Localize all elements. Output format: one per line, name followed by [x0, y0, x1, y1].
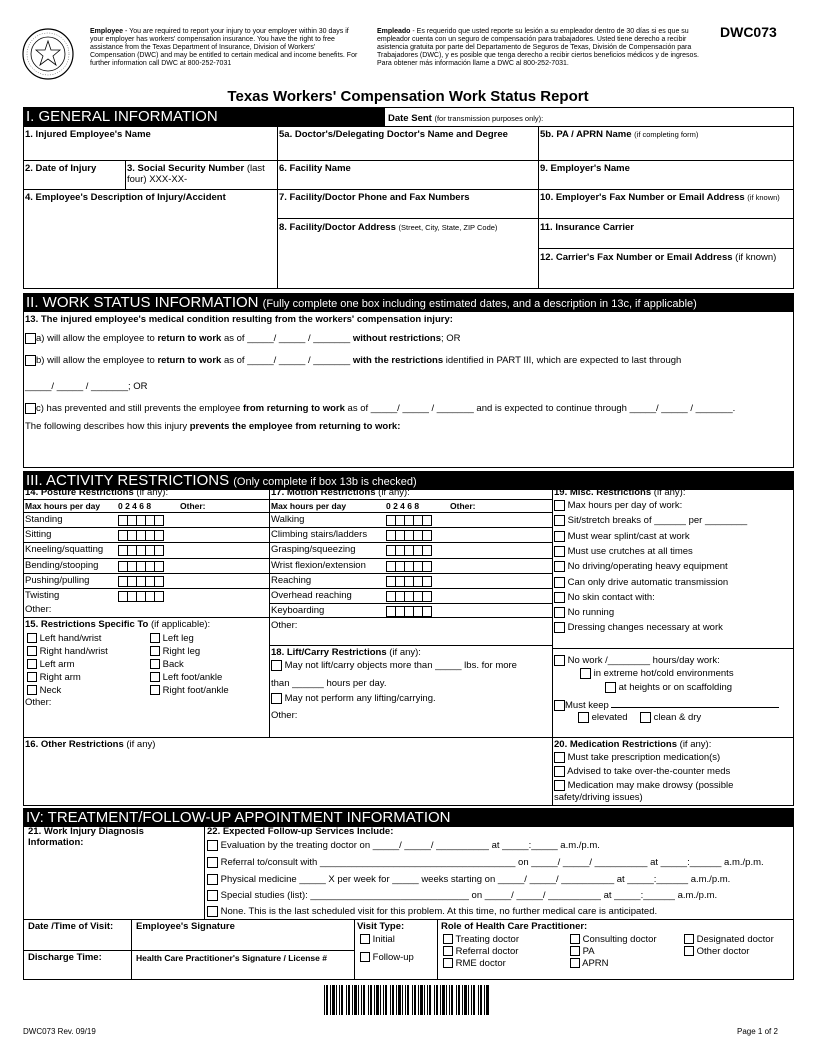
specific-option[interactable] — [150, 685, 229, 696]
motion-other-header: Other: — [450, 501, 476, 511]
barcode-bar — [341, 985, 343, 1015]
checkbox-aprn[interactable] — [570, 958, 580, 968]
date-of-injury-field[interactable]: 2. Date of Injury — [25, 163, 97, 174]
barcode-bar — [420, 985, 423, 1015]
posture-other-header: Other: — [180, 501, 206, 511]
barcode-bar — [385, 985, 387, 1015]
misc-label: Must wear splint/cast at work — [567, 530, 690, 542]
specific-checkbox[interactable] — [27, 659, 37, 669]
other-restrictions-field[interactable]: 16. Other Restrictions (if any) — [25, 739, 156, 750]
section-2-bar: II. WORK STATUS INFORMATION (Fully complete one box including estimated dates, and a description in 13c, if applicable) — [23, 293, 794, 312]
motion-hour-box[interactable] — [422, 576, 432, 587]
barcode-bar — [407, 985, 409, 1015]
posture-row — [25, 590, 59, 601]
posture-row — [25, 560, 98, 571]
specific-option[interactable] — [150, 659, 184, 670]
specific-checkbox[interactable] — [27, 633, 37, 643]
lift-option-1[interactable]: May not lift/carry objects more than _____ lbs. for more — [271, 660, 517, 671]
motion-hour-box[interactable] — [422, 530, 432, 541]
13c-description[interactable]: The following describes how this injury prevents the employee from returning to work: — [25, 421, 401, 432]
motion-row — [271, 544, 356, 555]
misc-checkbox[interactable] — [554, 622, 565, 633]
misc-checkbox[interactable] — [554, 500, 565, 511]
barcode-bar — [352, 985, 353, 1015]
motion-label: Keyboarding — [271, 605, 325, 617]
misc-label: Must use crutches at all times — [567, 545, 693, 557]
barcode-bar — [370, 985, 372, 1015]
posture-label: Bending/stooping — [25, 559, 99, 571]
checkbox-studies[interactable] — [207, 890, 218, 901]
followup-none[interactable]: None. This is the last scheduled visit for this problem. At this time, no further medical care is anticipated. — [207, 906, 657, 917]
motion-hour-box[interactable] — [422, 591, 432, 602]
specific-label: Right leg — [162, 646, 201, 657]
med-option-2[interactable]: Advised to take over-the-counter meds — [554, 766, 730, 777]
posture-label: Pushing/pulling — [25, 574, 90, 586]
posture-hours-boxes[interactable] — [119, 561, 164, 572]
posture-label: Kneeling/squatting — [25, 544, 104, 556]
barcode-bar — [440, 985, 441, 1015]
motion-label: Climbing stairs/ladders — [271, 529, 368, 541]
lift-other[interactable]: Other: — [271, 710, 298, 721]
barcode-bar — [348, 985, 350, 1015]
role-designated[interactable]: Designated doctor — [684, 934, 774, 945]
no-work-option[interactable]: No work /________ hours/day work: — [554, 655, 720, 666]
checkbox-13c[interactable] — [25, 403, 36, 414]
misc-option[interactable] — [554, 577, 728, 588]
motion-label: Overhead reaching — [271, 590, 352, 601]
checkbox-med-1[interactable] — [554, 752, 565, 763]
lift-title: 18. Lift/Carry Restrictions (if any): — [271, 647, 421, 658]
checkbox-referral-doctor[interactable] — [443, 946, 453, 956]
misc-checkbox[interactable] — [554, 592, 565, 603]
specific-option[interactable] — [150, 646, 200, 657]
posture-hours-boxes[interactable] — [119, 576, 164, 587]
barcode-bar — [392, 985, 394, 1015]
barcode-bar — [332, 985, 335, 1015]
motion-hour-box[interactable] — [422, 561, 432, 572]
pa-aprn-name-field[interactable]: 5b. PA / APRN Name (if completing form) — [540, 129, 699, 140]
posture-hour-box[interactable] — [154, 545, 164, 556]
followup-physical[interactable]: Physical medicine _____ X per week for _____ weeks starting on _____/ _____/ __________ at _____:______ a.m./p.m. — [207, 874, 730, 885]
misc-option[interactable] — [554, 515, 747, 526]
barcode-bar — [418, 985, 419, 1015]
barcode-bar — [390, 985, 391, 1015]
med-option-3[interactable]: Medication may make drowsy (possible safety/driving issues) — [554, 780, 734, 803]
barcode-bar — [436, 985, 438, 1015]
date-sent-field[interactable]: Date Sent (for transmission purposes only): — [388, 113, 544, 124]
misc-option[interactable] — [554, 561, 728, 572]
motion-hours-boxes[interactable] — [387, 576, 432, 587]
motion-row — [271, 575, 311, 586]
option-13b-line2[interactable]: _____/ _____ / _______; OR — [25, 381, 148, 392]
checkbox-referral[interactable] — [207, 857, 218, 868]
specific-label: Right hand/wrist — [39, 646, 108, 657]
motion-hour-box[interactable] — [422, 545, 432, 556]
checkbox-consulting[interactable] — [570, 934, 580, 944]
english-notice: Employee - You are required to report your injury to your employer within 30 days if your employer has workers' compensation insurance. You have the right to free assistance from the Texas Department of Insurance, Division of Workers' Compensation (DWC) and may be entitled to certain medical and income benefits. For further information call DWC at 800-252-7031 — [90, 28, 358, 68]
checkbox-lift-1[interactable] — [271, 660, 282, 671]
barcode-bar — [405, 985, 406, 1015]
visit-followup[interactable]: Follow-up — [360, 952, 414, 963]
medication-title: 20. Medication Restrictions (if any): — [554, 739, 712, 750]
specific-checkbox[interactable] — [150, 685, 160, 695]
motion-row — [271, 605, 324, 616]
misc-label: No skin contact with: — [567, 591, 655, 603]
posture-hours-boxes[interactable] — [119, 545, 164, 556]
form-revision: DWC073 Rev. 09/19 — [23, 1027, 96, 1036]
misc-checkbox[interactable] — [554, 515, 565, 526]
motion-other[interactable]: Other: — [271, 620, 298, 631]
followup-eval[interactable]: Evaluation by the treating doctor on _____/ _____/ __________ at _____:_____ a.m./p.m. — [207, 840, 600, 851]
page-title: Texas Workers' Compensation Work Status Report — [227, 88, 589, 105]
must-keep-option[interactable]: Must keep — [554, 700, 779, 711]
specific-checkbox[interactable] — [27, 685, 37, 695]
barcode-bar — [326, 985, 328, 1015]
specific-label: Right arm — [39, 672, 81, 683]
option-13c[interactable]: c) has prevented and still prevents the employee from returning to work as of _____/ _____ / _______ and is expected to continue through _____/ _____ / _______. — [25, 403, 735, 414]
motion-title: 17. Motion Restrictions (if any): — [271, 487, 410, 498]
motion-hours-boxes[interactable] — [387, 591, 432, 602]
motion-row — [271, 529, 367, 540]
posture-hour-box[interactable] — [154, 576, 164, 587]
barcode-bar — [427, 985, 428, 1015]
specific-option[interactable] — [150, 672, 222, 683]
barcode-bar — [442, 985, 445, 1015]
barcode-bar — [324, 985, 325, 1015]
visit-date-field[interactable]: Date /Time of Visit: — [28, 921, 114, 932]
tdi-seal — [22, 28, 74, 80]
posture-other[interactable]: Other: — [25, 604, 52, 615]
barcode-bar — [480, 985, 482, 1015]
misc-label: No driving/operating heavy equipment — [567, 561, 728, 573]
section-4-bar: IV: TREATMENT/FOLLOW-UP APPOINTMENT INFORMATION — [23, 808, 794, 827]
followup-studies[interactable]: Special studies (list): ______________________________ on _____/ _____/ __________ at _____:______ a.m./p.m. — [207, 890, 717, 901]
followup-referral[interactable]: Referral to/consult with _____________________________________ on _____/ _____/ __________ at _____:______ a.m./p.m. — [207, 857, 764, 868]
lift-option-2[interactable]: May not perform any lifting/carrying. — [271, 693, 436, 704]
role-consulting[interactable]: Consulting doctor — [570, 934, 657, 945]
specific-checkbox[interactable] — [150, 633, 160, 643]
specific-option[interactable] — [150, 633, 194, 644]
motion-hours-header: 0 2 4 6 8 — [386, 501, 420, 511]
posture-hour-box[interactable] — [154, 591, 164, 602]
posture-label: Sitting — [25, 529, 52, 541]
specific-label: Neck — [39, 685, 62, 696]
barcode-bar — [462, 985, 463, 1015]
barcode-bar — [456, 985, 457, 1015]
posture-label: Twisting — [25, 590, 60, 601]
checkbox-clean-dry[interactable] — [640, 712, 651, 723]
misc-label: No running — [567, 607, 615, 619]
discharge-time-field[interactable]: Discharge Time: — [28, 952, 102, 963]
lift-option-1b[interactable]: than ______ hours per day. — [271, 678, 387, 689]
motion-hours-boxes[interactable] — [387, 561, 432, 572]
posture-hours-boxes[interactable] — [119, 591, 164, 602]
barcode-bar — [374, 985, 375, 1015]
misc-label: Sit/stretch breaks of ______ per ________ — [567, 515, 748, 527]
no-work-heights[interactable]: at heights or on scaffolding — [605, 682, 732, 693]
misc-option[interactable] — [554, 592, 655, 603]
barcode-bar — [484, 985, 485, 1015]
motion-hour-box[interactable] — [422, 606, 432, 617]
injury-description-field[interactable]: 4. Employee's Description of Injury/Accident — [25, 192, 226, 203]
specific-option[interactable] — [27, 672, 81, 683]
barcode-bar — [396, 985, 397, 1015]
posture-hour-box[interactable] — [154, 515, 164, 526]
barcode-bar — [434, 985, 435, 1015]
misc-checkbox[interactable] — [554, 607, 565, 618]
barcode-bar — [402, 985, 403, 1015]
q13-label: 13. The injured employee's medical condition resulting from the workers' compensation injury: — [25, 314, 453, 325]
barcode-bar — [398, 985, 401, 1015]
visit-initial[interactable]: Initial — [360, 934, 395, 945]
specific-label: Left leg — [162, 633, 194, 644]
motion-label: Grasping/squeezing — [271, 544, 356, 556]
must-keep-elevated[interactable]: elevated — [578, 712, 628, 723]
checkbox-physical[interactable] — [207, 874, 218, 885]
employee-signature-field[interactable]: Employee's Signature — [136, 921, 235, 932]
barcode-bar — [451, 985, 453, 1015]
motion-row — [271, 560, 366, 571]
motion-hours-boxes[interactable] — [387, 530, 432, 541]
specific-option[interactable] — [27, 659, 75, 670]
misc-checkbox[interactable] — [554, 531, 565, 542]
doctor-name-field[interactable]: 5a. Doctor's/Delegating Doctor's Name and Degree — [279, 129, 508, 140]
specific-option[interactable] — [27, 646, 108, 657]
misc-label: Dressing changes necessary at work — [567, 622, 723, 634]
posture-hours-boxes[interactable] — [119, 515, 164, 526]
posture-label: Standing — [25, 514, 63, 525]
motion-label: Wrist flexion/extension — [271, 559, 366, 571]
ssn-field[interactable]: 3. Social Security Number (last four) XXX-XX- — [127, 163, 265, 185]
insurance-carrier-field[interactable]: 11. Insurance Carrier — [540, 222, 634, 233]
posture-hours-header: 0 2 4 6 8 — [118, 501, 152, 511]
role-referral[interactable]: Referral doctor — [443, 946, 518, 957]
checkbox-must-keep[interactable] — [554, 700, 565, 711]
checkbox-none[interactable] — [207, 906, 218, 917]
barcode-bar — [414, 985, 416, 1015]
checkbox-other-doctor[interactable] — [684, 946, 694, 956]
checkbox-initial[interactable] — [360, 934, 370, 944]
checkbox-med-2[interactable] — [554, 766, 565, 777]
misc-title: 19. Misc. Restrictions (if any): — [554, 487, 686, 498]
posture-max-hours-header: Max hours per day — [25, 501, 101, 511]
posture-row — [25, 575, 89, 586]
carrier-fax-email-field[interactable]: 12. Carrier's Fax Number or Email Address (if known) — [540, 252, 777, 263]
motion-hours-boxes[interactable] — [387, 515, 432, 526]
misc-label: Can only drive automatic transmission — [567, 576, 729, 588]
checkbox-hot-cold[interactable] — [580, 668, 591, 679]
barcode-bar — [380, 985, 381, 1015]
motion-label: Reaching — [271, 574, 312, 586]
specific-checkbox[interactable] — [150, 672, 160, 682]
checkbox-followup[interactable] — [360, 952, 370, 962]
barcode-bar — [361, 985, 362, 1015]
barcode-bar — [486, 985, 489, 1015]
barcode-bar — [346, 985, 347, 1015]
motion-row — [271, 590, 352, 601]
spanish-notice: Empleado - Es requerido que usted reporte su lesión a su empleador dentro de 30 días si es que su empleador cuenta con un seguro de compensación para trabajadores. Usted tiene derecho a recibir asistencia gratuita por parte del Departamento de Seguros de Texas, División de Compensación para Trabajadores (DWC), y es posible que tenga derecho a recibir ciertos beneficios médicos y de ingresos. Para obtener más información llame a DWC al 800-252-7031. — [377, 28, 699, 68]
motion-hours-boxes[interactable] — [387, 606, 432, 617]
checkbox-pa[interactable] — [570, 946, 580, 956]
checkbox-no-work[interactable] — [554, 655, 565, 666]
role-rme[interactable]: RME doctor — [443, 958, 506, 969]
motion-hours-boxes[interactable] — [387, 545, 432, 556]
misc-option[interactable] — [554, 607, 614, 618]
option-13b[interactable]: b) will allow the employee to return to work as of _____/ _____ / _______ with the restrictions identified in PART III, which are expected to last through — [25, 355, 681, 366]
checkbox-treating[interactable] — [443, 934, 453, 944]
role-title: Role of Health Care Practitioner: — [441, 921, 588, 932]
hcp-signature-field[interactable]: Health Care Practitioner's Signature / License # — [136, 953, 327, 963]
motion-max-hours-header: Max hours per day — [271, 501, 347, 511]
misc-label: Max hours per day of work: — [567, 500, 683, 512]
visit-type-title: Visit Type: — [357, 921, 405, 932]
barcode-bar — [330, 985, 331, 1015]
med-option-1[interactable]: Must take prescription medication(s) — [554, 752, 720, 763]
specific-checkbox[interactable] — [27, 646, 37, 656]
checkbox-elevated[interactable] — [578, 712, 589, 723]
posture-hour-box[interactable] — [154, 530, 164, 541]
barcode-bar — [424, 985, 425, 1015]
facility-address-field[interactable]: 8. Facility/Doctor Address (Street, City, State, ZIP Code) — [279, 222, 498, 233]
specific-checkbox[interactable] — [27, 672, 37, 682]
barcode-bar — [449, 985, 450, 1015]
specific-label: Left hand/wrist — [39, 633, 102, 644]
posture-title: 14. Posture Restrictions (if any): — [25, 487, 169, 498]
role-aprn[interactable]: APRN — [570, 958, 609, 969]
barcode-bar — [429, 985, 431, 1015]
specific-option[interactable] — [27, 633, 101, 644]
followup-title: 22. Expected Follow-up Services Include: — [207, 826, 394, 837]
misc-option[interactable] — [554, 500, 682, 511]
employer-name-field[interactable]: 9. Employer's Name — [540, 163, 630, 174]
barcode-bar — [473, 985, 475, 1015]
barcode-bar — [368, 985, 369, 1015]
posture-hours-boxes[interactable] — [119, 530, 164, 541]
misc-checkbox[interactable] — [554, 577, 565, 588]
barcode-bar — [412, 985, 413, 1015]
barcode-bar — [464, 985, 467, 1015]
role-pa[interactable]: PA — [570, 946, 595, 957]
specific-label: Back — [162, 659, 184, 670]
barcode — [322, 985, 494, 1015]
specific-other[interactable]: Other: — [25, 697, 52, 708]
barcode-bar — [446, 985, 447, 1015]
section-3-bar: III. ACTIVITY RESTRICTIONS (Only complete if box 13b is checked) — [23, 471, 794, 490]
barcode-bar — [358, 985, 359, 1015]
posture-row — [25, 544, 103, 555]
motion-row — [271, 514, 304, 525]
checkbox-eval[interactable] — [207, 840, 218, 851]
injured-employee-name-field[interactable]: 1. Injured Employee's Name — [25, 129, 151, 140]
form-code: DWC073 — [720, 24, 777, 40]
facility-name-field[interactable]: 6. Facility Name — [279, 163, 351, 174]
barcode-bar — [336, 985, 337, 1015]
specific-label: Left arm — [39, 659, 75, 670]
option-13a[interactable]: a) will allow the employee to return to work as of _____/ _____ / _______ without restrictions; OR — [25, 333, 461, 344]
role-treating[interactable]: Treating doctor — [443, 934, 519, 945]
checkbox-heights[interactable] — [605, 682, 616, 693]
must-keep-clean-dry[interactable]: clean & dry — [640, 712, 701, 723]
page-number: Page 1 of 2 — [737, 1027, 778, 1036]
barcode-bar — [354, 985, 357, 1015]
specific-title: 15. Restrictions Specific To (if applicable): — [25, 619, 211, 630]
role-other[interactable]: Other doctor — [684, 946, 749, 957]
misc-checkbox[interactable] — [554, 546, 565, 557]
barcode-bar — [458, 985, 460, 1015]
posture-hour-box[interactable] — [154, 561, 164, 572]
no-work-hot-cold[interactable]: in extreme hot/cold environments — [580, 668, 734, 679]
misc-option[interactable] — [554, 622, 723, 633]
misc-checkbox[interactable] — [554, 561, 565, 572]
barcode-bar — [339, 985, 340, 1015]
barcode-bar — [376, 985, 379, 1015]
barcode-bar — [363, 985, 365, 1015]
checkbox-med-3[interactable] — [554, 780, 565, 791]
specific-checkbox[interactable] — [150, 659, 160, 669]
employer-fax-email-field[interactable]: 10. Employer's Fax Number or Email Address (if known) — [540, 192, 780, 203]
facility-phone-fax-field[interactable]: 7. Facility/Doctor Phone and Fax Numbers — [279, 192, 470, 203]
checkbox-13a[interactable] — [25, 333, 36, 344]
misc-option[interactable] — [554, 546, 693, 557]
posture-row — [25, 529, 51, 540]
section-1-bar: I. GENERAL INFORMATION — [23, 107, 385, 126]
diagnosis-field[interactable]: 21. Work Injury Diagnosis Information: — [28, 826, 144, 848]
barcode-bar — [383, 985, 384, 1015]
motion-label: Walking — [271, 514, 305, 525]
specific-label: Right foot/ankle — [162, 685, 229, 696]
posture-row — [25, 514, 63, 525]
barcode-bar — [478, 985, 479, 1015]
barcode-bar — [471, 985, 472, 1015]
motion-hour-box[interactable] — [422, 515, 432, 526]
specific-option[interactable] — [27, 685, 61, 696]
specific-checkbox[interactable] — [150, 646, 160, 656]
barcode-bar — [468, 985, 469, 1015]
checkbox-lift-2[interactable] — [271, 693, 282, 704]
checkbox-rme[interactable] — [443, 958, 453, 968]
checkbox-designated[interactable] — [684, 934, 694, 944]
misc-option[interactable] — [554, 531, 690, 542]
checkbox-13b[interactable] — [25, 355, 36, 366]
specific-label: Left foot/ankle — [162, 672, 223, 683]
